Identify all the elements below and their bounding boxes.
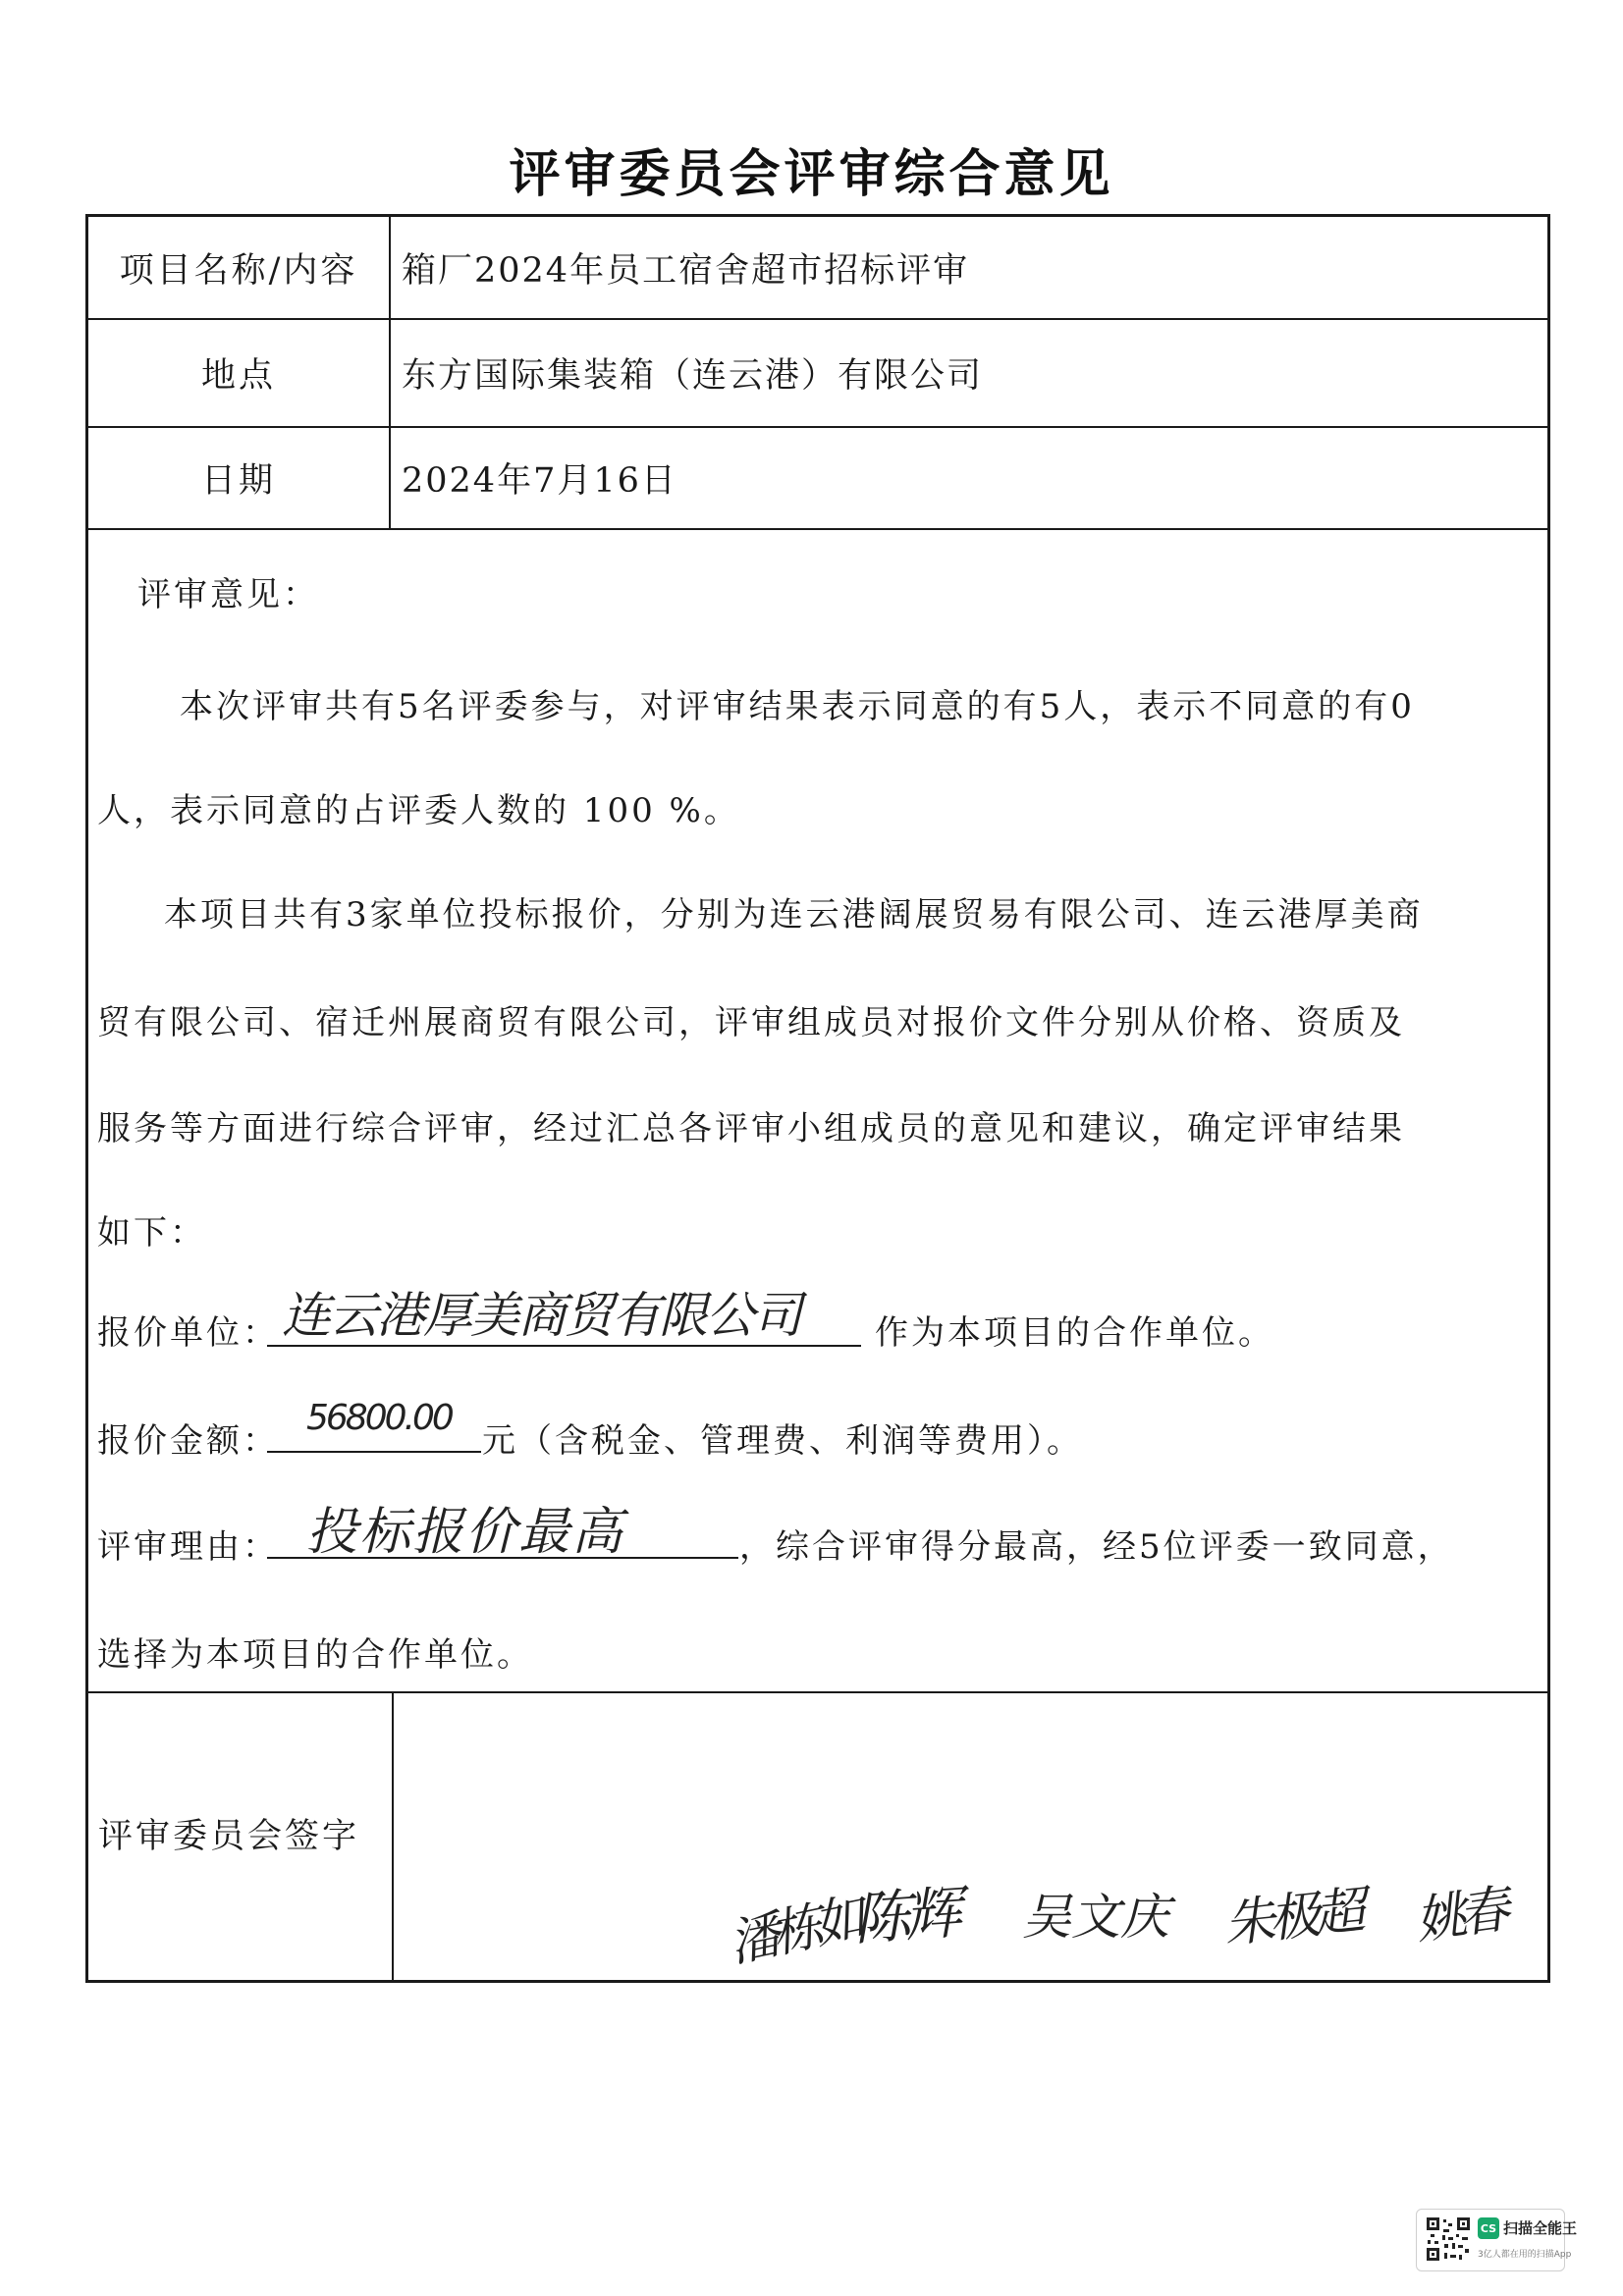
opinion-heading: 评审意见： [137, 575, 319, 614]
project-name-label: 项目名称/内容 [119, 250, 358, 291]
signature-5: 姚春 [1412, 1881, 1506, 1951]
bidder-label: 报价单位： [97, 1313, 279, 1353]
amount-fill-line [267, 1449, 481, 1453]
row-divider [85, 528, 1550, 530]
opinion-paragraph-2-line-1: 本项目共有3家单位投标报价，分别为连云港阔展贸易有限公司、连云港厚美商 [164, 895, 1424, 934]
date-label: 日期 [200, 461, 276, 501]
opinion-paragraph-2-line-2: 贸有限公司、宿迁州展商贸有限公司，评审组成员对报价文件分别从价格、资质及 [97, 1003, 1405, 1042]
document-title: 评审委员会评审综合意见 [509, 145, 1114, 204]
reason-suffix: ，综合评审得分最高，经5位评委一致同意， [739, 1527, 1454, 1567]
column-divider [389, 214, 391, 528]
amount-handwritten: 56800.00 [306, 1398, 452, 1438]
camscanner-logo-icon: CS [1478, 2217, 1499, 2239]
signature-3: 吴文庆 [1022, 1889, 1169, 1946]
signature-2: 陈辉 [851, 1879, 958, 1953]
table-border-bottom [85, 1980, 1550, 1983]
scanner-tagline: 3亿人都在用的扫描App [1478, 2250, 1572, 2260]
reason-line-2: 选择为本项目的合作单位。 [97, 1635, 533, 1675]
signatures-area [394, 1693, 1547, 1980]
signature-label: 评审委员会签字 [98, 1817, 360, 1856]
opinion-paragraph-1-line-2: 人，表示同意的占评委人数的 100 %。 [97, 791, 740, 830]
bidder-handwritten: 连云港厚美商贸有限公司 [282, 1287, 800, 1344]
signature-1: 潘栋如 [724, 1889, 863, 1974]
amount-label: 报价金额： [97, 1421, 279, 1461]
qr-code-icon [1425, 2216, 1472, 2263]
table-border-right [1547, 214, 1550, 1983]
reason-label: 评审理由： [97, 1527, 279, 1567]
amount-suffix: 元（含税金、管理费、利润等费用）。 [482, 1421, 1083, 1461]
opinion-paragraph-1-line-1: 本次评审共有5名评委参与，对评审结果表示同意的有5人，表示不同意的有0 [180, 687, 1415, 726]
opinion-paragraph-2-line-3: 服务等方面进行综合评审，经过汇总各评审小组成员的意见和建议，确定评审结果 [97, 1109, 1405, 1148]
project-name-value: 箱厂2024年员工宿舍超市招标评审 [402, 250, 970, 291]
location-value: 东方国际集装箱（连云港）有限公司 [402, 356, 984, 396]
reason-handwritten: 投标报价最高 [306, 1503, 625, 1562]
scanner-brand: 扫描全能王 [1503, 2219, 1578, 2237]
review-form-table [85, 214, 1550, 1983]
scanner-watermark-badge [1416, 2209, 1578, 2271]
date-value: 2024年7月16日 [402, 461, 677, 501]
bidder-suffix: 作为本项目的合作单位。 [875, 1313, 1274, 1353]
location-label: 地点 [200, 356, 276, 396]
opinion-paragraph-2-line-4: 如下： [97, 1213, 206, 1253]
signature-4: 朱极超 [1220, 1881, 1363, 1955]
